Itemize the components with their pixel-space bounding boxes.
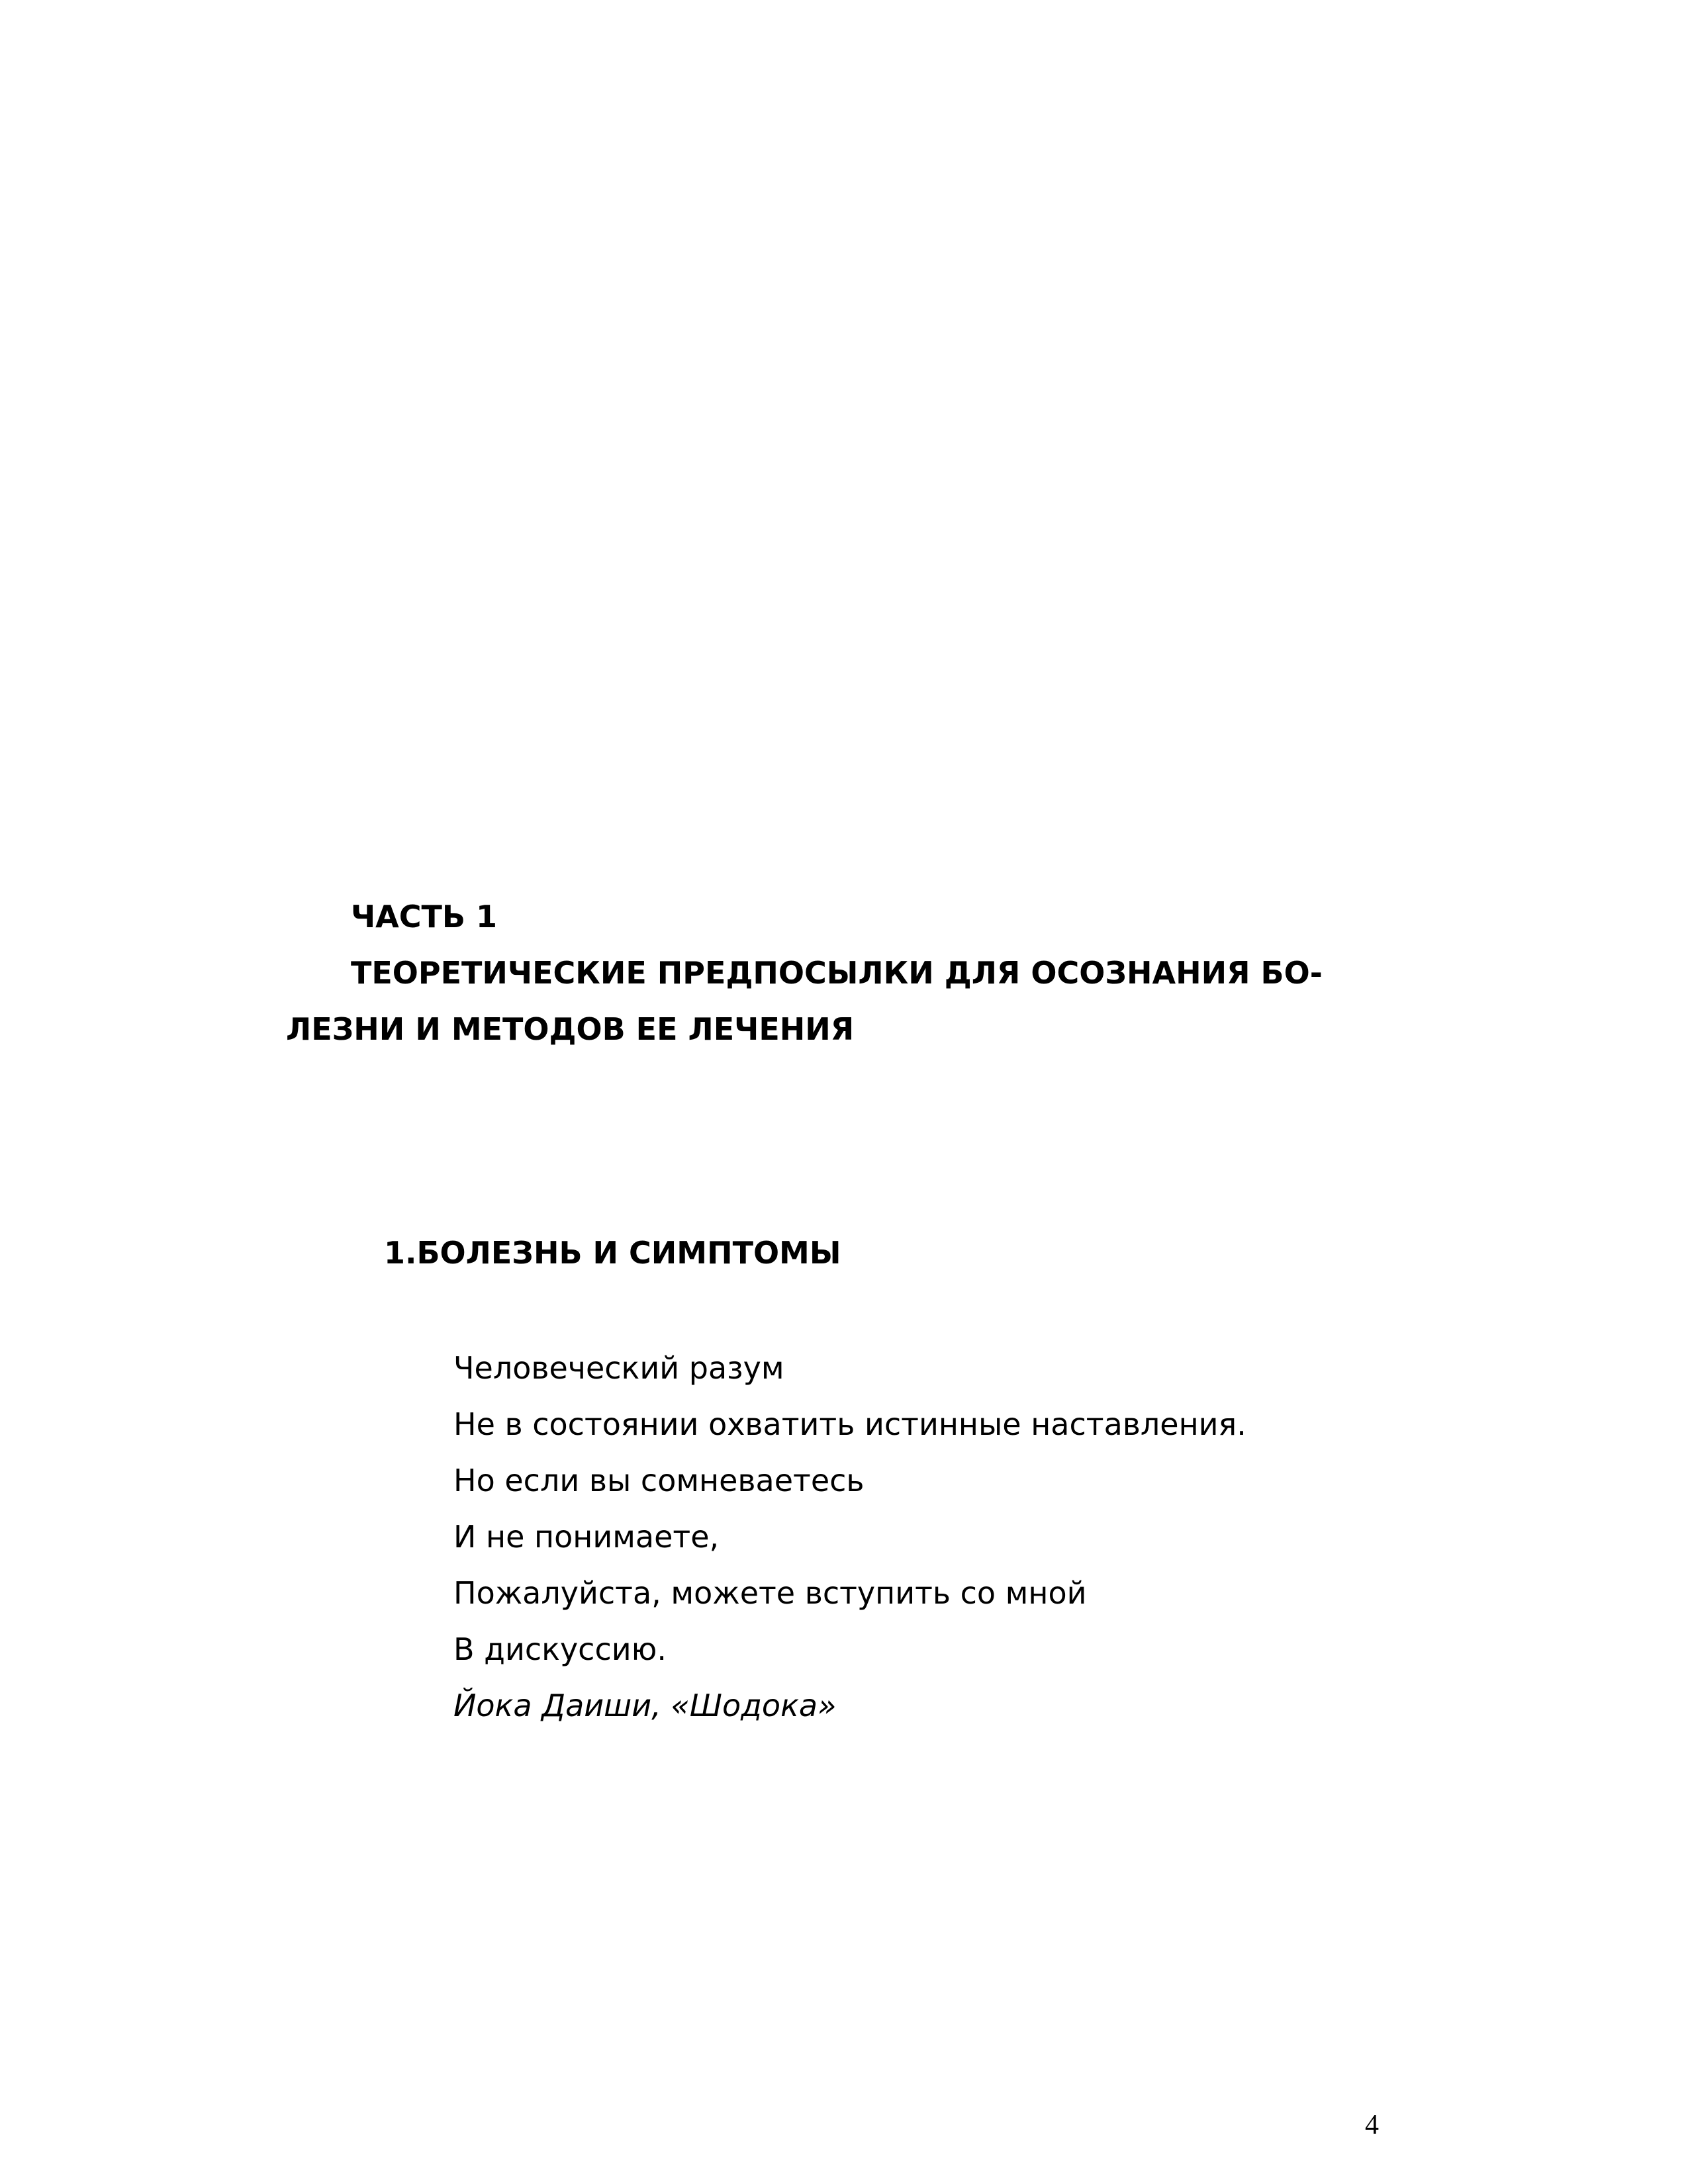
section-heading: 1.БОЛЕЗНЬ И СИМПТОМЫ [384, 1235, 841, 1271]
epigraph-line: Но если вы сомневаетесь [453, 1463, 865, 1498]
epigraph-line: Пожалуйста, можете вступить со мной [453, 1575, 1087, 1611]
epigraph-line: В дискуссию. [453, 1631, 667, 1667]
epigraph-line: Не в состоянии охватить истинные наставления. [453, 1406, 1246, 1442]
epigraph [453, 1350, 1246, 1744]
part-title-line-2: ЛЕЗНИ И МЕТОДОВ ЕЕ ЛЕЧЕНИЯ [286, 1011, 855, 1047]
epigraph-line: Человеческий разум [453, 1350, 784, 1386]
part-label: ЧАСТЬ 1 [351, 899, 497, 934]
epigraph-line: И не понимаете, [453, 1519, 720, 1555]
epigraph-attribution: Йока Даиши, «Шодока» [453, 1688, 837, 1723]
part-title-line-1: ТЕОРЕТИЧЕСКИЕ ПРЕДПОСЫЛКИ ДЛЯ ОСОЗНАНИЯ БО- [351, 955, 1323, 991]
page-number: 4 [1365, 2110, 1379, 2140]
